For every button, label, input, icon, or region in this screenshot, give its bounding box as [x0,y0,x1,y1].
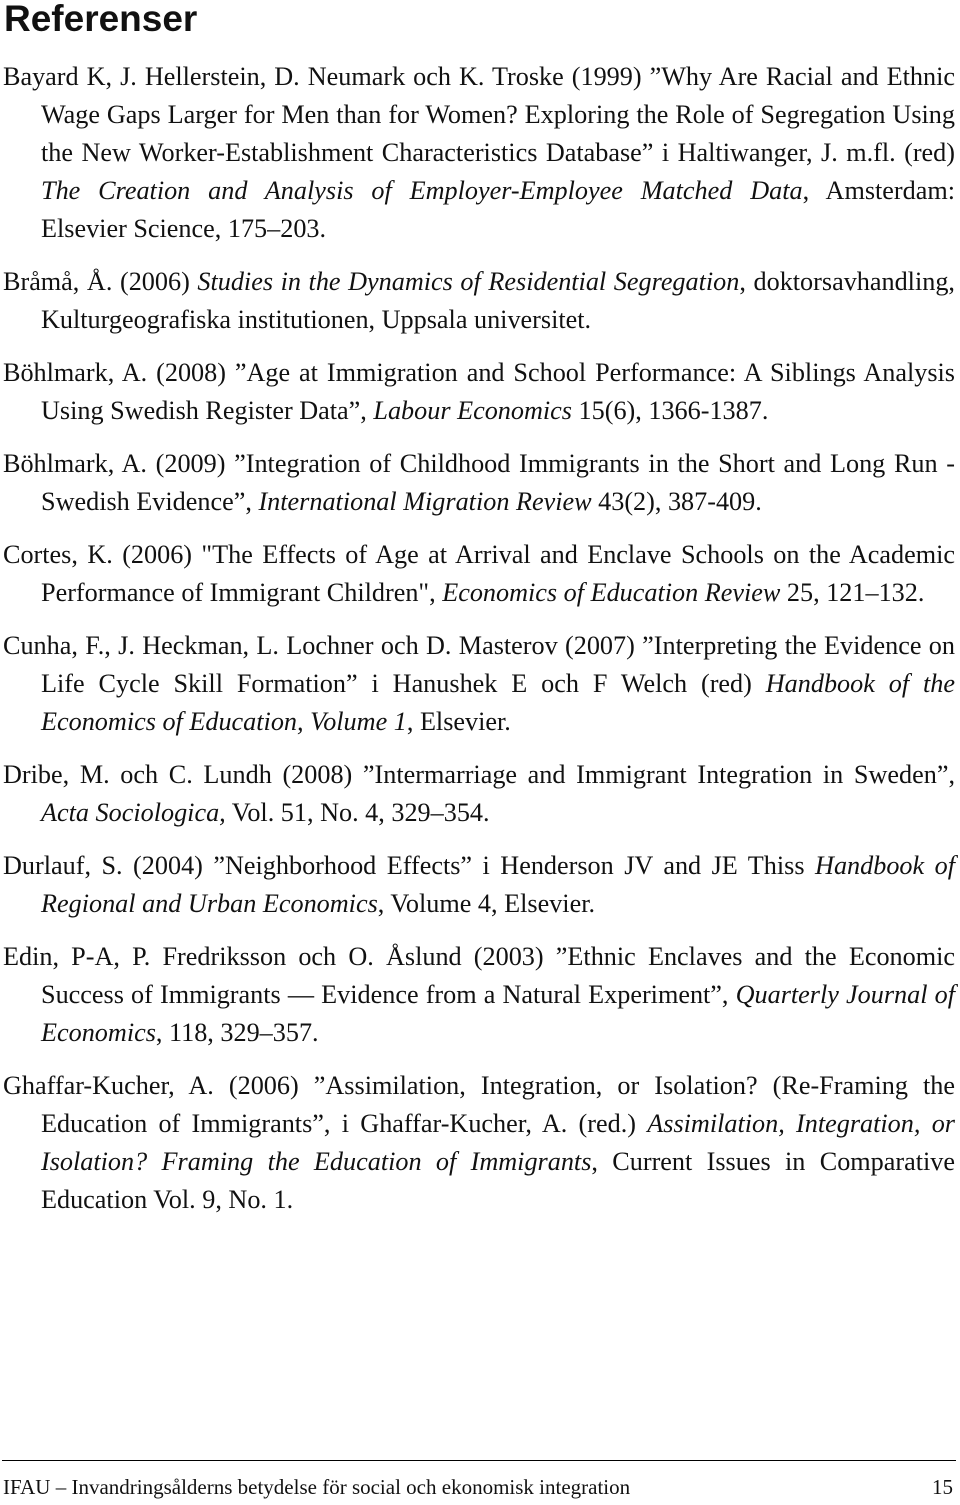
reference-text: Vol. 51, No. 4, 329–354. [225,798,490,827]
reference-text: Edin, P-A, P. Fredriksson och O. Åslund (2003) ”Ethnic Enclaves and the Economic Success of Immigrants — Evidence from a Natural Experiment”, [3,942,955,1009]
reference-italic-text: Acta Sociologica, [41,798,226,827]
footer-title: IFAU – Invandringsålderns betydelse för social och ekonomisk integration [3,1475,631,1499]
reference-text: , Elsevier. [406,707,511,736]
reference-text: , Current Issues in Comparative Education Vol. 9, No. 1. [41,1147,955,1214]
reference-text: Ghaffar-Kucher, A. (2006) ”Assimilation, Integration, or Isolation? (Re-Framing the Education of Immigrants”, i Ghaffar-Kucher, A. (red.) [3,1071,955,1138]
reference-text: 15(6), 1366-1387. [571,396,769,425]
reference-entry [0,847,955,923]
reference-italic-text: The Creation and Analysis of Employer-Employee Matched Data [41,176,803,205]
reference-entry [0,58,955,248]
reference-text: Durlauf, S. (2004) ”Neighborhood Effects” i Henderson JV and JE Thiss [3,851,816,880]
reference-entry [0,938,955,1052]
reference-italic-text: Economics of Education Review [442,578,781,607]
reference-text: , doktorsavhandling, Kulturgeografiska institutionen, Uppsala universitet. [41,267,955,334]
reference-text: Böhlmark, A. (2009) ”Integration of Childhood Immigrants in the Short and Long Run -Swedish Evidence”, [3,449,955,516]
reference-text: Dribe, M. och C. Lundh (2008) ”Intermarriage and Immigrant Integration in Sweden”, [3,760,955,789]
reference-italic-text: Studies in the Dynamics of Residential Segregation [197,267,740,296]
reference-text: Cortes, K. (2006) "The Effects of Age at Arrival and Enclave Schools on the Academic Performance of Immigrant Children", [3,540,955,607]
footer-divider [2,1460,956,1461]
reference-text: Cunha, F., J. Heckman, L. Lochner och D. Masterov (2007) ”Interpreting the Evidence on Life Cycle Skill Formation” i Hanushek E och F Welch (red) [3,631,955,698]
reference-entry [0,536,955,612]
reference-entry [0,1067,955,1219]
reference-text: Bayard K, J. Hellerstein, D. Neumark och K. Troske (1999) ”Why Are Racial and Ethnic Wage Gaps Larger for Men than for Women? Exploring the Role of Segregation Using the New Worker-Establishment Characteristics Database” i Haltiwanger, J. m.fl. (red) [3,62,955,167]
reference-text: 25, 121–132. [780,578,925,607]
reference-text: Böhlmark, A. (2008) ”Age at Immigration and School Performance: A Siblings Analysis Using Swedish Register Data”, [3,358,955,425]
reference-italic-text: Quarterly Journal of Economics [41,980,955,1047]
reference-entry [0,445,955,521]
reference-italic-text: Assimilation, Integration, or Isolation? Framing the Education of Immigrants [41,1109,955,1176]
reference-text: 43(2), 387-409. [591,487,762,516]
reference-entry [0,627,955,741]
reference-italic-text: International Migration Review [258,487,592,516]
reference-italic-text: Labour Economics [373,396,572,425]
reference-text: , 118, 329–357. [155,1018,319,1047]
reference-text: , Volume 4, Elsevier. [377,889,596,918]
reference-italic-text: Handbook of the Economics of Education, Volume 1 [41,669,955,736]
page-number: 15 [932,1475,953,1499]
reference-list [0,58,955,1234]
reference-text: , Amsterdam: Elsevier Science, 175–203. [41,176,955,243]
reference-entry [0,263,955,339]
reference-entry [0,756,955,832]
reference-text: Bråmå, Å. (2006) [3,267,198,296]
page-title: Referenser [4,0,198,39]
reference-entry [0,354,955,430]
reference-italic-text: Handbook of Regional and Urban Economics [41,851,955,918]
